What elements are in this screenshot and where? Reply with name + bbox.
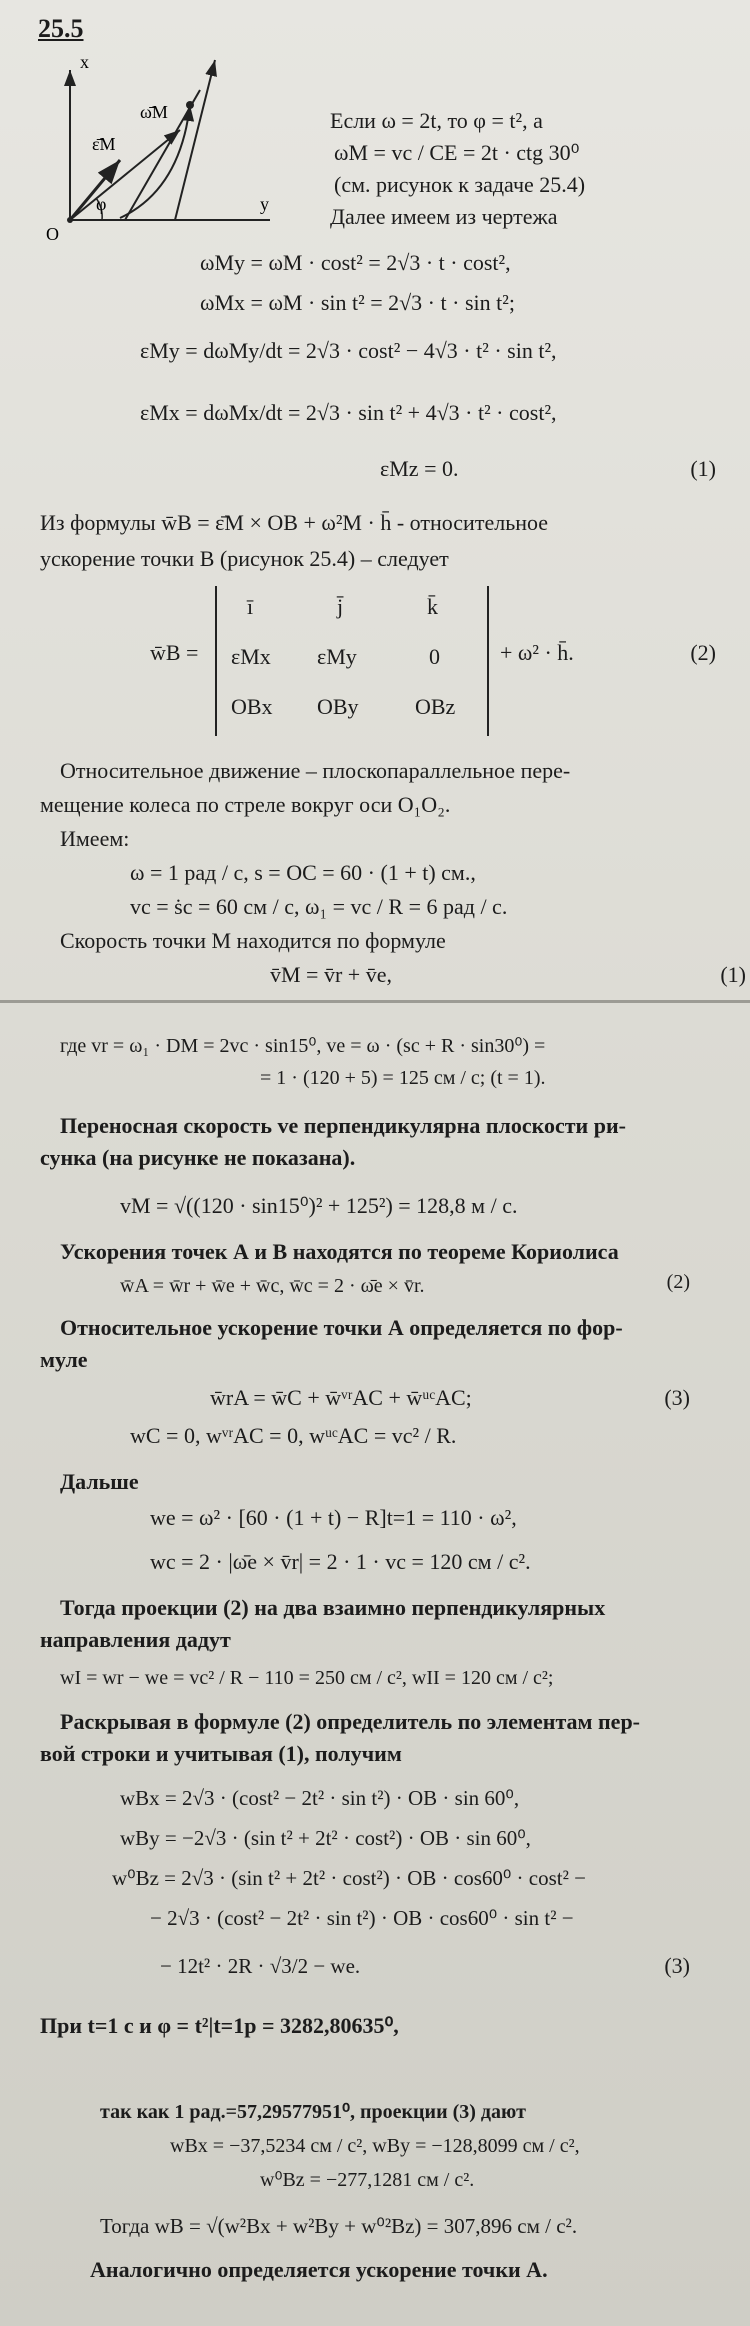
text-line: ωM = vc / CE = 2t · ctg 30⁰ bbox=[334, 140, 580, 165]
omega-label: ω̄M bbox=[140, 102, 168, 122]
equation-number: (1) bbox=[690, 456, 716, 481]
det-cell: ī bbox=[247, 594, 254, 619]
text-line: = 1 · (120 + 5) = 125 см / с; (t = 1). bbox=[260, 1067, 546, 1089]
text-line: При t=1 с и φ = t²|t=1р = 3282,80635⁰, bbox=[40, 2013, 399, 2038]
text-line: Относительное ускорение точки А определяется по фор- bbox=[60, 1315, 623, 1340]
equation-number: (2) bbox=[690, 640, 716, 665]
equation: − 2√3 · (cost² − 2t² · sin t²) · OB · cos60⁰ · sin t² − bbox=[150, 1906, 574, 1930]
point-m bbox=[186, 101, 194, 109]
problem-number: 25.5 bbox=[38, 14, 84, 43]
text-line: (см. рисунок к задаче 25.4) bbox=[334, 172, 586, 197]
oblique-line bbox=[175, 60, 215, 220]
text-line: Переносная скорость ve перпендикулярна плоскости ри- bbox=[60, 1113, 626, 1138]
det-cell: OBy bbox=[317, 694, 359, 719]
equation-number: (2) bbox=[666, 1271, 690, 1293]
det-cell: OBx bbox=[231, 694, 273, 719]
equation-number: (3) bbox=[664, 1953, 690, 1978]
equation: εMy = dωMy/dt = 2√3 · cost² − 4√3 · t² · sin t², bbox=[140, 338, 557, 363]
equation: w̄rA = w̄C + w̄ᵛʳAC + w̄ᵘᶜAC; bbox=[210, 1385, 472, 1410]
equation: we = ω² · [60 · (1 + t) − R]t=1 = 110 · ω², bbox=[150, 1505, 517, 1530]
equation: w̄A = w̄r + w̄e + w̄c, w̄c = 2 · ω̄e × v̄r. bbox=[120, 1275, 425, 1297]
text-line: вой строки и учитывая (1), получим bbox=[40, 1741, 402, 1766]
det-cell: εMx bbox=[231, 644, 271, 669]
equation: ωMx = ωM · sin t² = 2√3 · t · sin t²; bbox=[200, 290, 515, 315]
equation: − 12t² · 2R · √3/2 − we. bbox=[160, 1954, 361, 1978]
equation: εMz = 0. bbox=[380, 456, 459, 481]
equation: v̄M = v̄r + v̄e, bbox=[270, 962, 392, 987]
epsilon-vector bbox=[70, 160, 120, 220]
text-line: ускорение точки В (рисунок 25.4) – следует bbox=[40, 546, 449, 571]
det-cell: εMy bbox=[317, 644, 357, 669]
equation-number: (1) bbox=[720, 962, 746, 987]
det-cell: 0 bbox=[429, 644, 440, 669]
phi-label: φ bbox=[96, 194, 107, 214]
text-line: направления дадут bbox=[40, 1627, 231, 1652]
omega-vector bbox=[70, 130, 180, 220]
text-line: Имеем: bbox=[60, 826, 130, 851]
text-line: сунка (на рисунке не показана). bbox=[40, 1145, 356, 1170]
equation-tail: + ω² · h̄. bbox=[500, 640, 574, 665]
equation-lhs: w̄B = bbox=[150, 640, 199, 665]
text-line: Далее имеем из чертежа bbox=[330, 204, 558, 229]
text-line: так как 1 рад.=57,29577951⁰, проекции (3) дают bbox=[100, 2101, 526, 2123]
equation: wC = 0, wᵛʳAC = 0, wᵘᶜAC = vc² / R. bbox=[130, 1423, 457, 1448]
equation: wBx = 2√3 · (cost² − 2t² · sin t²) · OB · sin 60⁰, bbox=[120, 1786, 520, 1810]
text-line: Относительное движение – плоскопараллельное пере- bbox=[60, 758, 571, 783]
equation: wc = 2 · |ω̄e × v̄r| = 2 · 1 · vc = 120 см / с². bbox=[150, 1549, 531, 1574]
text-line: Дальше bbox=[60, 1469, 139, 1494]
text-line: муле bbox=[40, 1347, 88, 1372]
equation: ωMy = ωM · cost² = 2√3 · t · cost², bbox=[200, 250, 511, 275]
det-cell: OBz bbox=[415, 694, 456, 719]
result-line: w⁰Bz = −277,1281 см / c². bbox=[260, 2169, 475, 2191]
determinant bbox=[215, 586, 489, 736]
equation: w⁰Bz = 2√3 · (sin t² + 2t² · cost²) · OB · cos60⁰ · cost² − bbox=[112, 1866, 587, 1890]
text-line: Раскрывая в формуле (2) определитель по элементам пер- bbox=[60, 1709, 641, 1734]
epsilon-label: ε̄M bbox=[92, 134, 116, 154]
page-bottom-section bbox=[0, 1000, 750, 2326]
equation: vM = √((120 · sin15⁰)² + 125²) = 128,8 м / с. bbox=[120, 1193, 518, 1218]
det-cell: k̄ bbox=[427, 594, 438, 619]
det-cell: j̄ bbox=[337, 594, 344, 619]
result-line: wBx = −37,5234 см / c², wBy = −128,8099 см / c², bbox=[170, 2135, 580, 2157]
equation: wBy = −2√3 · (sin t² + 2t² · cost²) · OB · sin 60⁰, bbox=[120, 1826, 531, 1850]
equation: ω = 1 рад / с, s = OC = 60 · (1 + t) см., bbox=[130, 860, 476, 885]
text-line: Аналогично определяется ускорение точки А. bbox=[90, 2257, 548, 2282]
equation: vc = ṡc = 60 см / с, ω₁ = vc / R = 6 рад / с. bbox=[130, 894, 508, 919]
equation-number: (3) bbox=[664, 1385, 690, 1410]
text-line: Из формулы w̄B = ε̄M × OB + ω²M · h̄ - относительное bbox=[40, 510, 549, 535]
y-axis-label: y bbox=[260, 194, 269, 214]
page-top-section bbox=[0, 0, 750, 1000]
vector-diagram bbox=[40, 50, 330, 240]
text-line: Ускорения точек А и В находятся по теореме Кориолиса bbox=[60, 1239, 619, 1264]
text-line: Тогда проекции (2) на два взаимно перпендикулярных bbox=[60, 1595, 606, 1620]
equation: wI = wr − we = vc² / R − 110 = 250 см / с², wII = 120 см / с²; bbox=[60, 1667, 554, 1689]
equation: εMx = dωMx/dt = 2√3 · sin t² + 4√3 · t² · cost², bbox=[140, 400, 557, 425]
text-line: Скорость точки М находится по формуле bbox=[60, 928, 446, 953]
text-line: Если ω = 2t, то φ = t², а bbox=[330, 108, 543, 133]
origin-label: O bbox=[46, 224, 59, 240]
text-line: мещение колеса по стреле вокруг оси O₁O₂. bbox=[40, 792, 451, 817]
x-axis-label: x bbox=[80, 52, 89, 72]
result-line: Тогда wB = √(w²Bx + w²By + w⁰²Bz) = 307,896 см / c². bbox=[100, 2214, 578, 2238]
origin-point bbox=[67, 217, 73, 223]
text-line: где vr = ω₁ · DM = 2vc · sin15⁰, ve = ω · (sc + R · sin30⁰) = bbox=[60, 1035, 546, 1057]
